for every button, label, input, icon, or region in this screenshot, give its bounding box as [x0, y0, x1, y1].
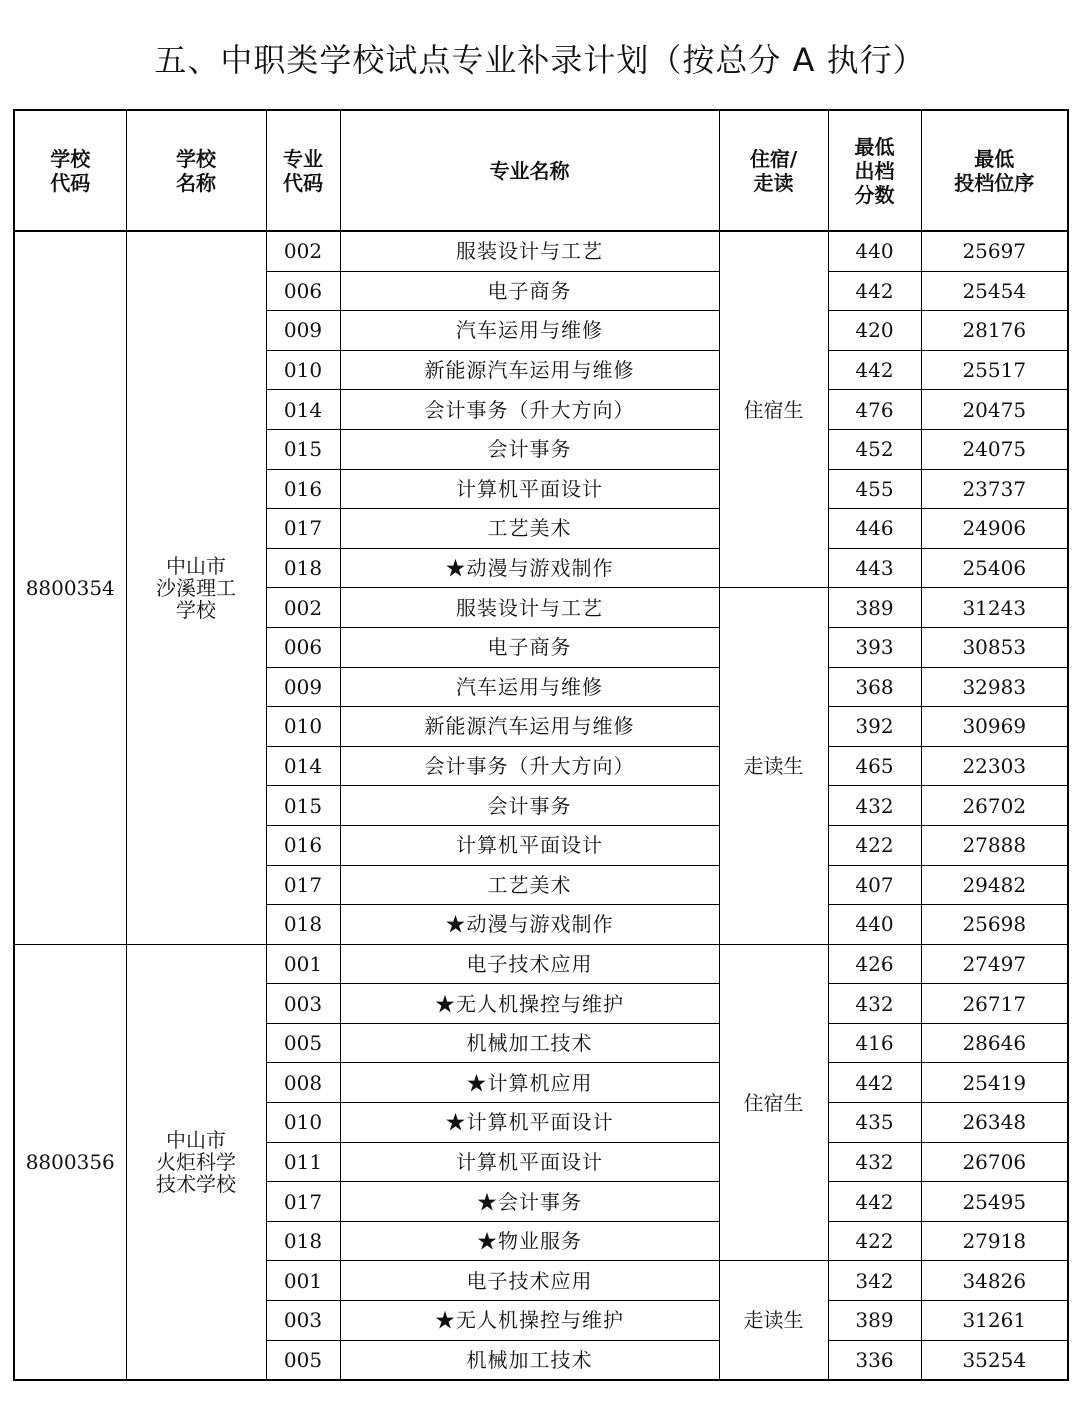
major-name-cell: 电子商务: [340, 271, 719, 311]
major-code-cell: 017: [266, 509, 340, 549]
major-name-cell: 会计事务: [340, 786, 719, 826]
major-code-cell: 017: [266, 865, 340, 905]
min-score-cell: 426: [828, 944, 921, 984]
min-score-cell: 442: [828, 271, 921, 311]
header-school-name: 学校 名称: [126, 110, 266, 231]
min-rank-cell: 24906: [921, 509, 1068, 549]
min-rank-cell: 25697: [921, 231, 1068, 271]
major-name-cell: ★计算机平面设计: [340, 1103, 719, 1143]
min-rank-cell: 32983: [921, 667, 1068, 707]
min-score-cell: 422: [828, 1221, 921, 1261]
min-score-cell: 440: [828, 905, 921, 945]
min-score-cell: 336: [828, 1340, 921, 1380]
min-rank-cell: 27888: [921, 825, 1068, 865]
major-code-cell: 001: [266, 944, 340, 984]
major-code-cell: 018: [266, 905, 340, 945]
major-code-cell: 015: [266, 786, 340, 826]
min-score-cell: 455: [828, 469, 921, 509]
major-name-cell: 会计事务: [340, 429, 719, 469]
min-rank-cell: 26717: [921, 984, 1068, 1024]
major-name-cell: 计算机平面设计: [340, 825, 719, 865]
major-code-cell: 003: [266, 1301, 340, 1341]
major-code-cell: 014: [266, 746, 340, 786]
major-code-cell: 015: [266, 429, 340, 469]
min-rank-cell: 26706: [921, 1142, 1068, 1182]
major-name-cell: ★无人机操控与维护: [340, 984, 719, 1024]
min-rank-cell: 25419: [921, 1063, 1068, 1103]
major-code-cell: 009: [266, 667, 340, 707]
min-rank-cell: 28176: [921, 311, 1068, 351]
major-name-cell: 新能源汽车运用与维修: [340, 707, 719, 747]
min-score-cell: 432: [828, 786, 921, 826]
min-score-cell: 446: [828, 509, 921, 549]
major-code-cell: 005: [266, 1023, 340, 1063]
min-score-cell: 432: [828, 984, 921, 1024]
min-score-cell: 440: [828, 231, 921, 271]
min-score-cell: 442: [828, 350, 921, 390]
major-code-cell: 002: [266, 588, 340, 628]
min-rank-cell: 28646: [921, 1023, 1068, 1063]
min-score-cell: 443: [828, 548, 921, 588]
min-rank-cell: 23737: [921, 469, 1068, 509]
min-rank-cell: 25698: [921, 905, 1068, 945]
school-code-cell: 8800356: [14, 944, 126, 1380]
min-score-cell: 393: [828, 627, 921, 667]
min-score-cell: 389: [828, 588, 921, 628]
major-code-cell: 010: [266, 1103, 340, 1143]
min-rank-cell: 27497: [921, 944, 1068, 984]
min-rank-cell: 25454: [921, 271, 1068, 311]
major-code-cell: 006: [266, 627, 340, 667]
boarding-type-cell: 住宿生: [719, 944, 828, 1261]
major-code-cell: 017: [266, 1182, 340, 1222]
min-score-cell: 476: [828, 390, 921, 430]
header-boarding: 住宿/ 走读: [719, 110, 828, 231]
major-name-cell: 机械加工技术: [340, 1340, 719, 1380]
min-score-cell: 465: [828, 746, 921, 786]
major-name-cell: 电子技术应用: [340, 944, 719, 984]
major-name-cell: 会计事务（升大方向）: [340, 390, 719, 430]
min-score-cell: 432: [828, 1142, 921, 1182]
min-rank-cell: 30969: [921, 707, 1068, 747]
min-rank-cell: 22303: [921, 746, 1068, 786]
min-score-cell: 342: [828, 1261, 921, 1301]
major-name-cell: ★无人机操控与维护: [340, 1301, 719, 1341]
major-name-cell: 新能源汽车运用与维修: [340, 350, 719, 390]
major-name-cell: 机械加工技术: [340, 1023, 719, 1063]
min-score-cell: 420: [828, 311, 921, 351]
min-rank-cell: 25406: [921, 548, 1068, 588]
table-row: [14, 944, 1068, 984]
header-row: [14, 110, 1068, 231]
major-code-cell: 006: [266, 271, 340, 311]
major-name-cell: ★计算机应用: [340, 1063, 719, 1103]
major-name-cell: ★动漫与游戏制作: [340, 548, 719, 588]
min-rank-cell: 26702: [921, 786, 1068, 826]
major-code-cell: 018: [266, 548, 340, 588]
major-code-cell: 010: [266, 707, 340, 747]
major-name-cell: 服装设计与工艺: [340, 231, 719, 271]
min-score-cell: 422: [828, 825, 921, 865]
header-major-code: 专业 代码: [266, 110, 340, 231]
table-row: [14, 231, 1068, 271]
major-code-cell: 011: [266, 1142, 340, 1182]
major-code-cell: 001: [266, 1261, 340, 1301]
major-name-cell: 计算机平面设计: [340, 1142, 719, 1182]
major-name-cell: 工艺美术: [340, 509, 719, 549]
min-score-cell: 407: [828, 865, 921, 905]
min-score-cell: 452: [828, 429, 921, 469]
min-rank-cell: 31261: [921, 1301, 1068, 1341]
school-code-cell: 8800354: [14, 231, 126, 944]
min-rank-cell: 34826: [921, 1261, 1068, 1301]
min-rank-cell: 30853: [921, 627, 1068, 667]
min-rank-cell: 26348: [921, 1103, 1068, 1143]
major-code-cell: 002: [266, 231, 340, 271]
major-code-cell: 010: [266, 350, 340, 390]
min-rank-cell: 24075: [921, 429, 1068, 469]
min-score-cell: 435: [828, 1103, 921, 1143]
min-rank-cell: 20475: [921, 390, 1068, 430]
major-name-cell: 计算机平面设计: [340, 469, 719, 509]
min-score-cell: 416: [828, 1023, 921, 1063]
major-name-cell: 会计事务（升大方向）: [340, 746, 719, 786]
page-title: 五、中职类学校试点专业补录计划（按总分 A 执行）: [154, 41, 926, 79]
admission-plan-table: [13, 109, 1069, 1381]
major-code-cell: 018: [266, 1221, 340, 1261]
min-rank-cell: 25517: [921, 350, 1068, 390]
header-major-name: 专业名称: [340, 110, 719, 231]
boarding-type-cell: 走读生: [719, 588, 828, 944]
min-rank-cell: 25495: [921, 1182, 1068, 1222]
min-rank-cell: 29482: [921, 865, 1068, 905]
min-score-cell: 368: [828, 667, 921, 707]
boarding-type-cell: 走读生: [719, 1261, 828, 1380]
header-min-rank: 最低 投档位序: [921, 110, 1068, 231]
major-name-cell: 电子商务: [340, 627, 719, 667]
major-code-cell: 005: [266, 1340, 340, 1380]
min-score-cell: 389: [828, 1301, 921, 1341]
school-name-cell: 中山市 火炬科学 技术学校: [126, 944, 266, 1380]
school-name-cell: 中山市 沙溪理工 学校: [126, 231, 266, 944]
min-score-cell: 442: [828, 1063, 921, 1103]
major-name-cell: 汽车运用与维修: [340, 667, 719, 707]
major-code-cell: 016: [266, 469, 340, 509]
major-name-cell: ★动漫与游戏制作: [340, 905, 719, 945]
major-name-cell: 服装设计与工艺: [340, 588, 719, 628]
min-rank-cell: 35254: [921, 1340, 1068, 1380]
major-name-cell: 工艺美术: [340, 865, 719, 905]
major-code-cell: 009: [266, 311, 340, 351]
min-score-cell: 442: [828, 1182, 921, 1222]
major-code-cell: 003: [266, 984, 340, 1024]
major-name-cell: ★物业服务: [340, 1221, 719, 1261]
boarding-type-cell: 住宿生: [719, 231, 828, 588]
header-school-code: 学校 代码: [14, 110, 126, 231]
min-score-cell: 392: [828, 707, 921, 747]
major-code-cell: 016: [266, 825, 340, 865]
header-min-score: 最低 出档 分数: [828, 110, 921, 231]
major-code-cell: 008: [266, 1063, 340, 1103]
min-rank-cell: 31243: [921, 588, 1068, 628]
major-code-cell: 014: [266, 390, 340, 430]
min-rank-cell: 27918: [921, 1221, 1068, 1261]
major-name-cell: 电子技术应用: [340, 1261, 719, 1301]
major-name-cell: ★会计事务: [340, 1182, 719, 1222]
major-name-cell: 汽车运用与维修: [340, 311, 719, 351]
